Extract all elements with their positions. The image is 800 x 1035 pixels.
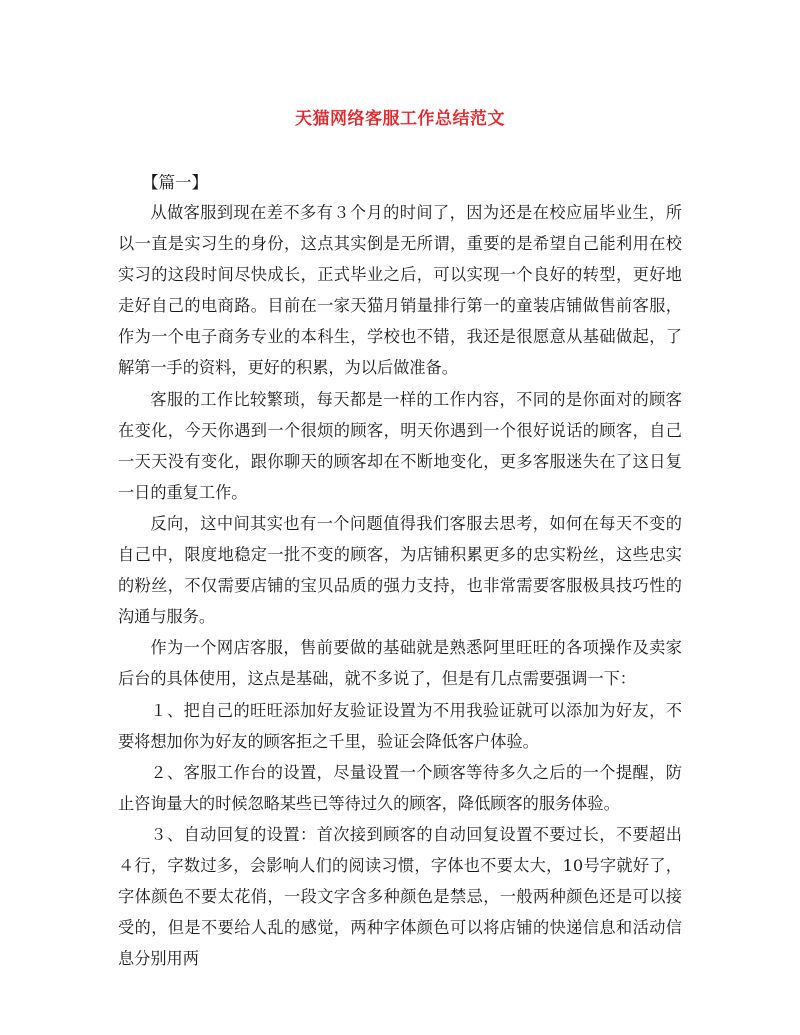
paragraph: 客服的工作比较繁琐，每天都是一样的工作内容，不同的是你面对的顾客在变化，今天你遇到一个很烦的顾客，明天你遇到一个很好说话的顾客，自己一天天没有变化，跟你聊天的顾客却在不断地变化，更多客服迷失在了这日复一日的重复工作。 (118, 389, 682, 502)
paragraph: 反向，这中间其实也有一个问题值得我们客服去思考，如何在每天不变的自己中，限度地稳定一批不变的顾客，为店铺积累更多的忠实粉丝，这些忠实的粉丝，不仅需要店铺的宝贝品质的强力支持，也非常需要客服极具技巧性的沟通与服务。 (118, 513, 682, 627)
list-item: ３、自动回复的设置：首次接到顾客的自动回复设置不要过长，不要超出４行，字数过多，会影响人们的阅读习惯，字体也不要太大，10号字就好了，字体颜色不要太花俏，一段文字含多种颜色是禁忌，一般两种颜色还是可以接受的，但是不要给人乱的感觉，两种字体颜色可以将店铺的快递信息和活动信息分别用两 (118, 824, 682, 969)
list-item: ２、客服工作台的设置，尽量设置一个顾客等待多久之后的一个提醒，防止咨询量大的时候忽略某些已等待过久的顾客，降低顾客的服务体验。 (118, 762, 682, 813)
list-item: １、把自己的旺旺添加好友验证设置为不用我验证就可以添加为好友，不要将想加你为好友的顾客拒之千里，验证会降低客户体验。 (118, 700, 682, 751)
paragraph: 作为一个网店客服，售前要做的基础就是熟悉阿里旺旺的各项操作及卖家后台的具体使用，这点是基础，就不多说了，但是有几点需要强调一下： (118, 638, 682, 689)
document-title: 天猫网络客服工作总结范文 (295, 109, 505, 129)
document-body (118, 197, 682, 974)
paragraph: 从做客服到现在差不多有３个月的时间了，因为还是在校应届毕业生，所以一直是实习生的身份，这点其实倒是无所谓，重要的是希望自己能利用在校实习的这段时间尽快成长，正式毕业之后，可以实现一个良好的转型，更好地走好自己的电商路。目前在一家天猫月销量排行第一的童装店铺做售前客服，作为一个电子商务专业的本科生，学校也不错，我还是很愿意从基础做起，了解第一手的资料，更好的积累，为以后做准备。 (118, 203, 682, 378)
section-label: 【篇一】 (142, 173, 208, 192)
